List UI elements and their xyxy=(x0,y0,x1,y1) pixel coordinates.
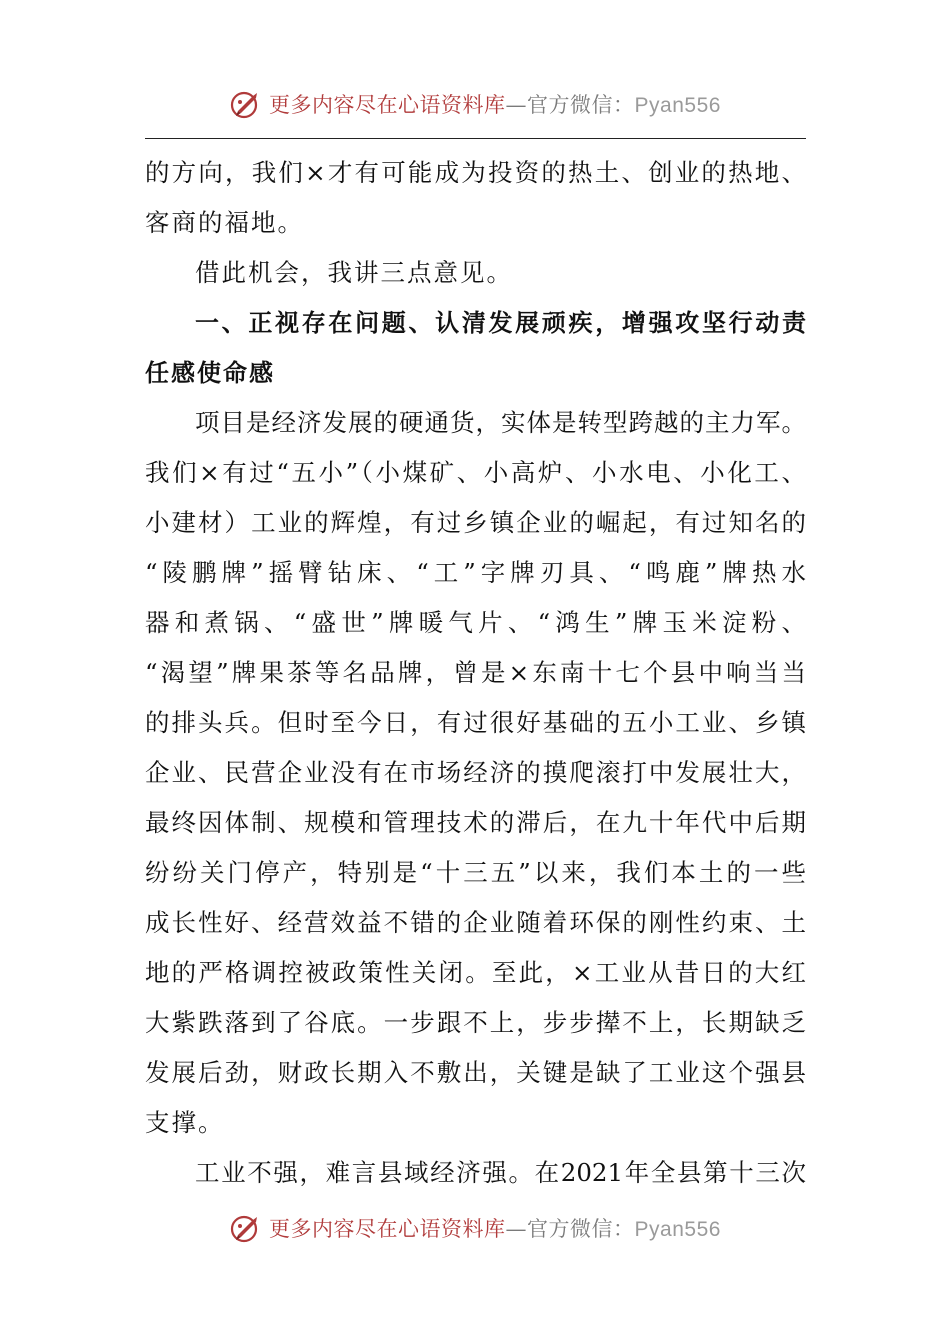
banner-main-text: 更多内容尽在心语资料库 xyxy=(269,93,506,117)
body-line: 纷纷关门停产，特别是“十三五”以来，我们本土的一些 xyxy=(145,858,806,887)
body-line: 我们×有过“五小”（小煤矿、小高炉、小水电、小化工、 xyxy=(145,458,806,487)
header-banner xyxy=(0,84,950,124)
body-line: 器和煮锅、“盛世”牌暖气片、“鸿生”牌玉米淀粉、 xyxy=(145,608,806,637)
banner-text xyxy=(269,89,721,119)
footer-banner xyxy=(0,1208,950,1248)
body-line: 大紫跌落到了谷底。一步跟不上，步步撵不上，长期缺乏 xyxy=(145,1008,806,1037)
section-heading: 任感使命感 xyxy=(145,359,275,387)
header-rule xyxy=(145,138,806,139)
banner-main-text: 更多内容尽在心语资料库 xyxy=(269,1217,506,1241)
pen-nib-logo-icon xyxy=(229,87,263,121)
banner-text xyxy=(269,1213,721,1243)
body-line: 的排头兵。但时至今日，有过很好基础的五小工业、乡镇 xyxy=(145,708,806,737)
document-body xyxy=(145,148,806,1198)
banner-official-label: 官方微信： xyxy=(527,93,635,117)
banner-wechat-id: Pyan556 xyxy=(634,94,721,117)
body-line: “渴望”牌果茶等名品牌，曾是×东南十七个县中响当当 xyxy=(145,658,806,687)
body-line: 借此机会，我讲三点意见。 xyxy=(195,258,513,287)
pen-nib-logo-icon xyxy=(229,1211,263,1245)
body-line: 地的严格调控被政策性关闭。至此，×工业从昔日的大红 xyxy=(145,958,806,987)
banner-wechat-id: Pyan556 xyxy=(634,1218,721,1241)
body-line: 最终因体制、规模和管理技术的滞后，在九十年代中后期 xyxy=(145,808,806,837)
banner-separator: — xyxy=(505,93,528,117)
body-line: 小建材）工业的辉煌，有过乡镇企业的崛起，有过知名的 xyxy=(145,508,806,537)
body-line: 工业不强，难言县域经济强。在2021年全县第十三次 xyxy=(195,1158,806,1187)
banner-separator: — xyxy=(505,1217,528,1241)
body-line: 的方向，我们×才有可能成为投资的热土、创业的热地、 xyxy=(145,158,806,187)
banner-official-label: 官方微信： xyxy=(527,1217,635,1241)
body-line: 支撑。 xyxy=(145,1108,225,1137)
body-line: 企业、民营企业没有在市场经济的摸爬滚打中发展壮大， xyxy=(145,758,806,787)
section-heading: 一、正视存在问题、认清发展顽疾，增强攻坚行动责 xyxy=(195,309,806,337)
body-line: “陵鹏牌”摇臂钻床、“工”字牌刃具、“鸣鹿”牌热水 xyxy=(145,558,806,587)
body-line: 发展后劲，财政长期入不敷出，关键是缺了工业这个强县 xyxy=(145,1058,806,1087)
body-line: 成长性好、经营效益不错的企业随着环保的刚性约束、土 xyxy=(145,908,806,937)
body-line: 项目是经济发展的硬通货，实体是转型跨越的主力军。 xyxy=(195,408,806,437)
body-line: 客商的福地。 xyxy=(145,208,304,237)
